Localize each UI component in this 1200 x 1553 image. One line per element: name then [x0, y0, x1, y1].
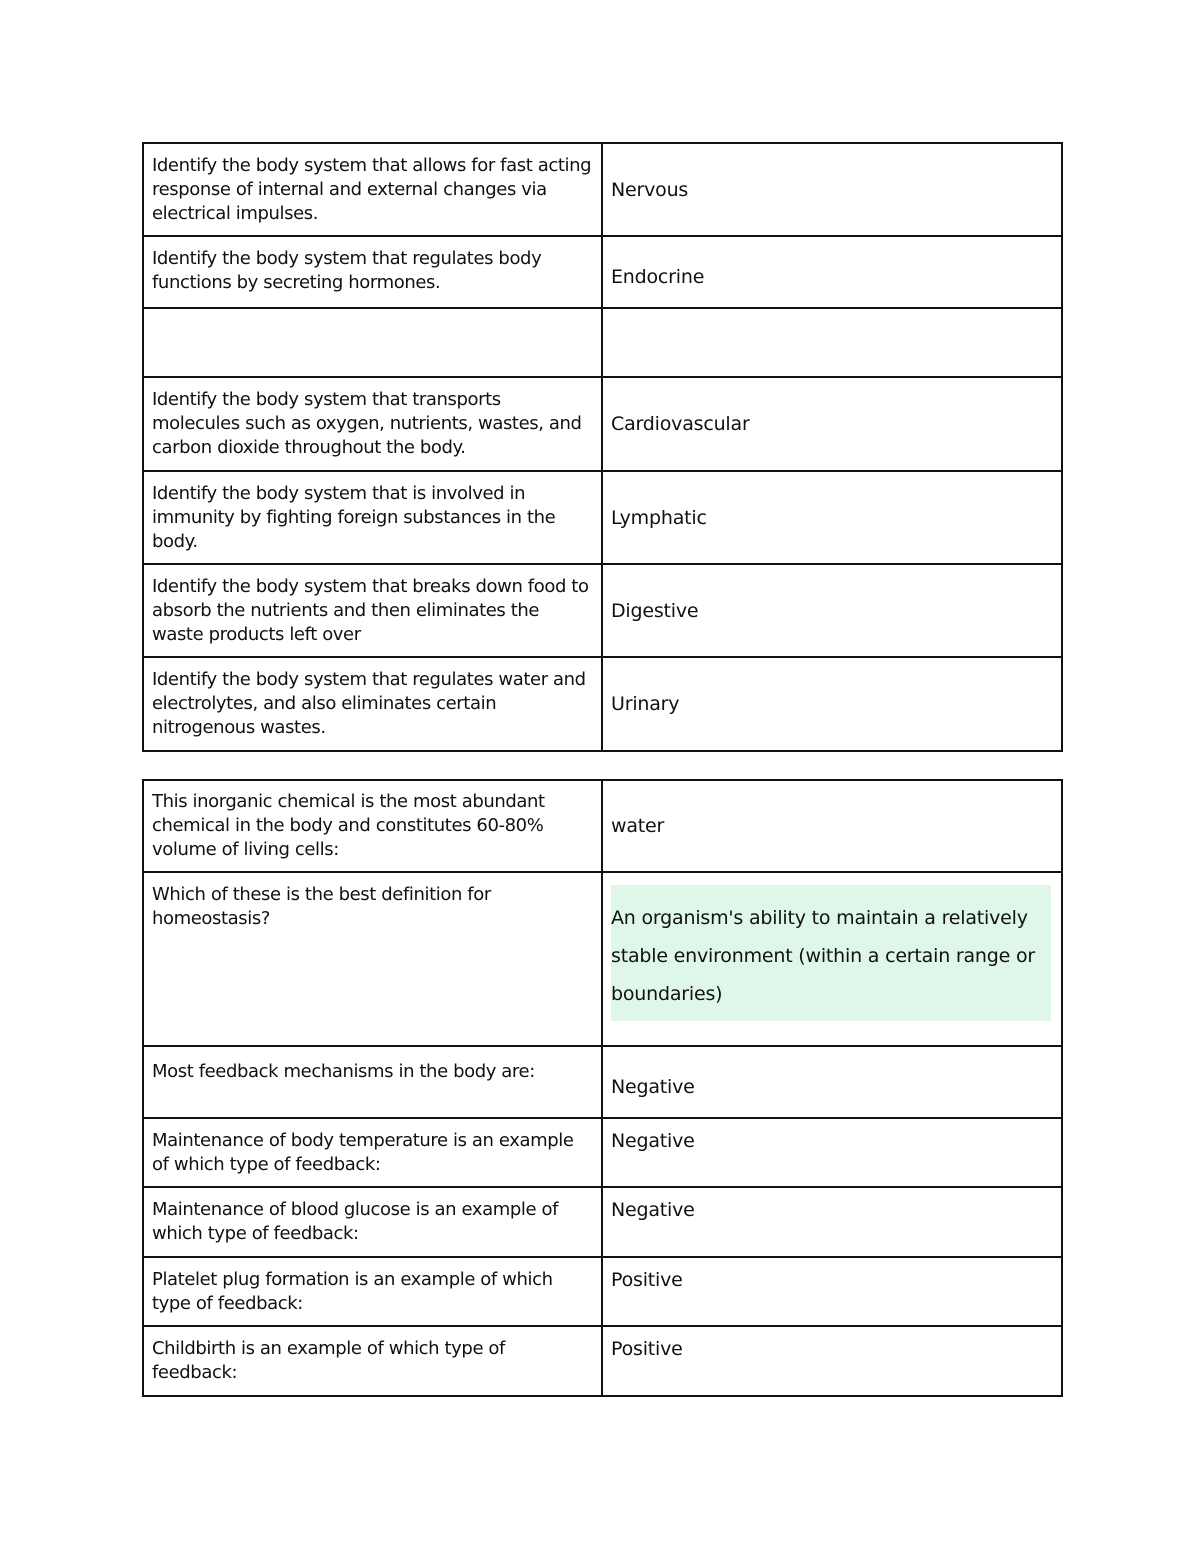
answer-cell: Digestive: [602, 564, 1062, 657]
table-row: [143, 872, 1062, 1046]
question-cell: This inorganic chemical is the most abundant chemical in the body and constitutes 60-80% volume of living cells:: [143, 780, 602, 872]
table-row: [143, 143, 1062, 236]
question-cell: Platelet plug formation is an example of which type of feedback:: [143, 1257, 602, 1326]
homeostasis-table: [142, 779, 1063, 1397]
answer-cell: [602, 872, 1062, 1046]
question-cell: Which of these is the best definition for homeostasis?: [143, 872, 602, 1046]
question-cell: Identify the body system that transports molecules such as oxygen, nutrients, wastes, and carbon dioxide throughout the body.: [143, 377, 602, 471]
question-cell: Most feedback mechanisms in the body are:: [143, 1046, 602, 1118]
table-row: [143, 1187, 1062, 1257]
table-row: [143, 564, 1062, 657]
answer-cell: [602, 308, 1062, 377]
table-row: [143, 780, 1062, 872]
table-row: [143, 236, 1062, 308]
table-row: [143, 308, 1062, 377]
answer-cell: Negative: [602, 1187, 1062, 1257]
table-row: [143, 1257, 1062, 1326]
table-row: [143, 657, 1062, 751]
table-row: [143, 1118, 1062, 1187]
table-row: [143, 377, 1062, 471]
answer-cell: Cardiovascular: [602, 377, 1062, 471]
answer-cell: Lymphatic: [602, 471, 1062, 564]
highlighted-answer: An organism's ability to maintain a relatively stable environment (within a certain range or boundaries): [611, 885, 1051, 1021]
question-cell: Identify the body system that is involved in immunity by fighting foreign substances in the body.: [143, 471, 602, 564]
question-cell: Maintenance of blood glucose is an example of which type of feedback:: [143, 1187, 602, 1257]
question-cell: Maintenance of body temperature is an example of which type of feedback:: [143, 1118, 602, 1187]
answer-cell: Positive: [602, 1257, 1062, 1326]
question-cell: [143, 308, 602, 377]
answer-cell: Negative: [602, 1046, 1062, 1118]
answer-cell: Urinary: [602, 657, 1062, 751]
table-row: [143, 1326, 1062, 1396]
table-row: [143, 471, 1062, 564]
answer-cell: Positive: [602, 1326, 1062, 1396]
answer-cell: Negative: [602, 1118, 1062, 1187]
question-cell: Childbirth is an example of which type of feedback:: [143, 1326, 602, 1396]
answer-cell: water: [602, 780, 1062, 872]
question-cell: Identify the body system that regulates water and electrolytes, and also eliminates certain nitrogenous wastes.: [143, 657, 602, 751]
question-cell: Identify the body system that breaks down food to absorb the nutrients and then eliminates the waste products left over: [143, 564, 602, 657]
answer-cell: Endocrine: [602, 236, 1062, 308]
question-cell: Identify the body system that allows for fast acting response of internal and external changes via electrical impulses.: [143, 143, 602, 236]
answer-cell: Nervous: [602, 143, 1062, 236]
body-systems-table: [142, 142, 1063, 752]
table-row: [143, 1046, 1062, 1118]
question-cell: Identify the body system that regulates body functions by secreting hormones.: [143, 236, 602, 308]
